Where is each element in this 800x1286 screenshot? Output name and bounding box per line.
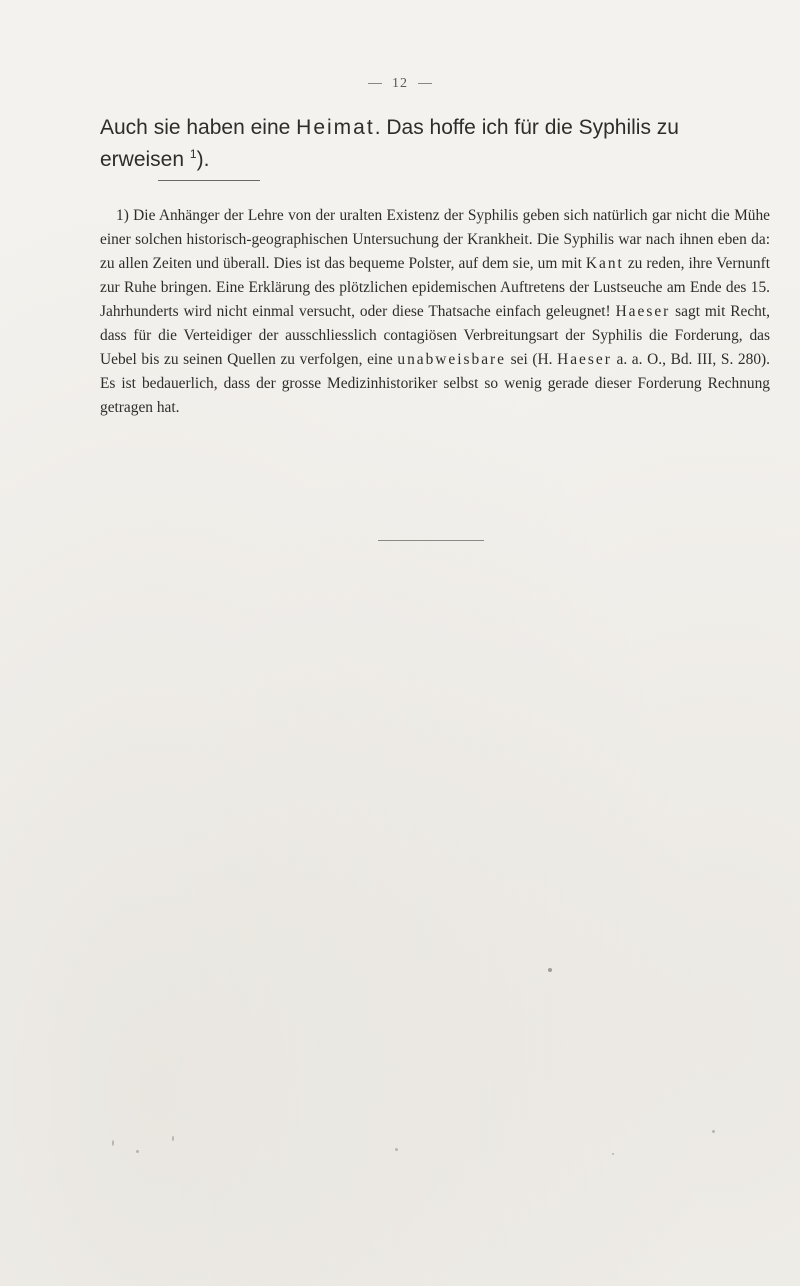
- footnote-segment: Die Anhänger der Lehre von der uralten Existenz der Syphilis geben sich natürlich gar nicht die Mühe einer solchen historisch-geographischen Untersuchung der Krankheit. Die Syphilis war nach ihnen eben da: zu allen Zeiten und überall. Dies ist das bequeme Polster, auf dem sie, um mit: [100, 207, 770, 272]
- footnote-name-kant: Kant: [585, 255, 624, 272]
- footnote-name-haeser: Haeser: [557, 351, 612, 368]
- footnote-segment: zu reden, ihre Vernunft zur Ruhe bringen. Eine Erklärung des plötzlichen epidemischen Auftretens der Lustseuche am Ende des 15. Jahrhunderts wird nicht einmal versucht, oder diese Thatsache einfach geleugnet!: [100, 255, 770, 320]
- paper-speck: [395, 1148, 398, 1151]
- paper-speck: [136, 1150, 139, 1153]
- footnote-segment: a. a. O., Bd. III, S. 280). Es ist bedauerlich, dass der grosse Medizinhistoriker selbst so wenig gerade dieser Forderung Rechnung getragen hat.: [100, 351, 770, 416]
- footnote-divider: [158, 180, 260, 181]
- page-number-text: 12: [392, 76, 408, 91]
- footnote-name-haeser: Haeser: [615, 303, 671, 320]
- footnote-reference: 1: [189, 147, 197, 161]
- paper-speck: [612, 1153, 614, 1155]
- footnote-paragraph: [100, 204, 770, 420]
- main-paragraph: [100, 112, 768, 176]
- main-text-part3: ).: [196, 148, 210, 171]
- paper-speck: [712, 1130, 715, 1133]
- main-text-part1: Auch sie haben eine: [100, 116, 297, 139]
- paper-speck: [548, 968, 552, 972]
- main-text-part2: . Das hoffe ich für die Syphilis zu erweisen: [100, 116, 679, 171]
- footnote-segment: sagt mit Recht, dass für die Verteidiger der ausschliesslich contagiösen Verbreitungsart der Syphilis die Forderung, das Uebel bis zu seinen Quellen zu verfolgen, eine: [100, 303, 770, 368]
- footnote-emphasis-unabweisbare: unabweisbare: [397, 351, 506, 368]
- page-number-dash-left: [368, 83, 382, 84]
- paper-speck: [172, 1136, 174, 1141]
- page-number-dash-right: [418, 83, 432, 84]
- paper-speck: [112, 1140, 114, 1146]
- page-number: [0, 76, 800, 92]
- main-text-emphasis: Heimat: [296, 116, 375, 139]
- footnote-marker: 1): [116, 207, 129, 224]
- footnote-segment: sei (H.: [506, 351, 558, 368]
- section-divider: [378, 540, 484, 541]
